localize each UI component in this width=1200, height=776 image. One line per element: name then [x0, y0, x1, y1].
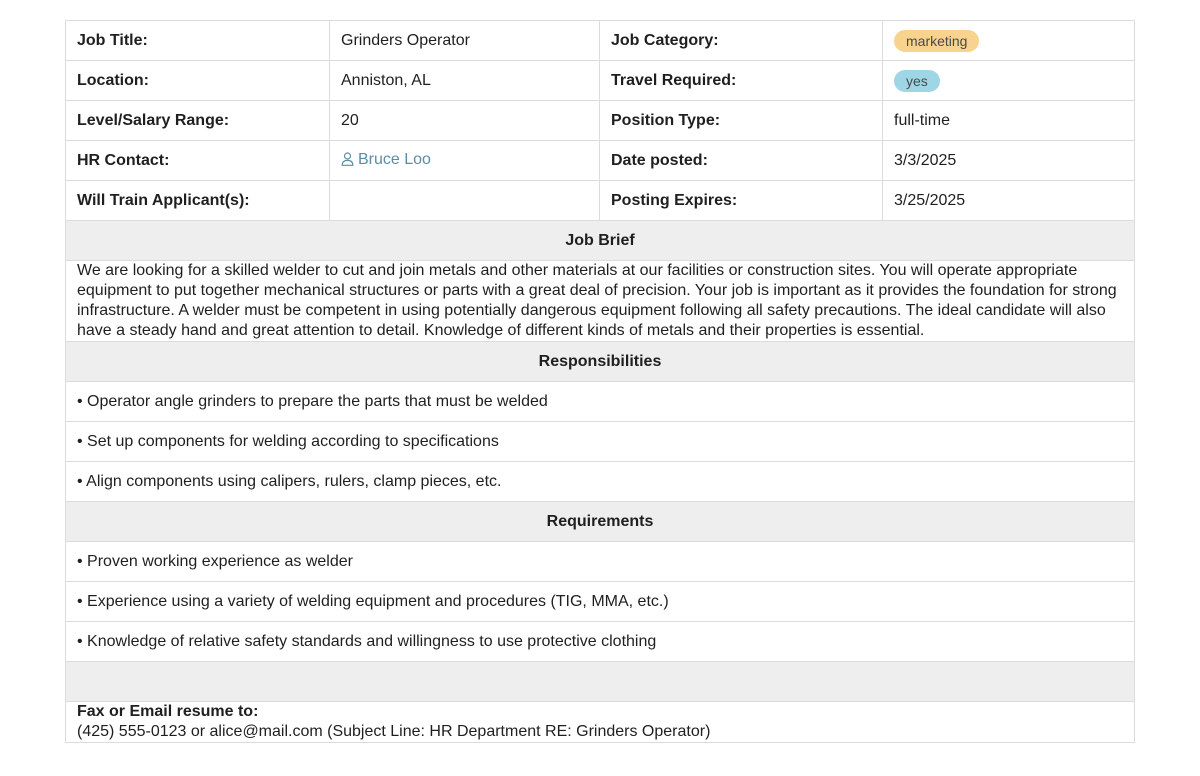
responsibility-row: [66, 462, 1135, 502]
hr-contact-name: Bruce Loo: [358, 150, 431, 168]
contact-text: (425) 555-0123 or alice@mail.com (Subject Line: HR Department RE: Grinders Operator): [77, 723, 711, 740]
date-posted-label: Date posted:: [600, 141, 883, 181]
hr-contact-label: HR Contact:: [66, 141, 330, 181]
job-brief-header-row: [66, 221, 1135, 261]
travel-required-tag[interactable]: yes: [894, 70, 940, 92]
person-icon: [341, 152, 354, 172]
location-label: Location:: [66, 61, 330, 101]
blank-separator: [66, 662, 1135, 702]
job-category-label: Job Category:: [600, 21, 883, 61]
position-type-label: Position Type:: [600, 101, 883, 141]
responsibilities-heading: Responsibilities: [66, 342, 1135, 382]
contact-row: [66, 702, 1135, 743]
job-brief-heading: Job Brief: [66, 221, 1135, 261]
train-row: [66, 181, 1135, 221]
requirement-row: [66, 582, 1135, 622]
requirements-heading: Requirements: [66, 502, 1135, 542]
job-category-cell: [883, 21, 1135, 61]
posting-expires-value: 3/25/2025: [883, 181, 1135, 221]
job-category-tag[interactable]: marketing: [894, 30, 979, 52]
will-train-value: [330, 181, 600, 221]
job-brief-row: [66, 261, 1135, 342]
job-title-label: Job Title:: [66, 21, 330, 61]
contact-cell: [66, 702, 1135, 743]
requirement-item: • Experience using a variety of welding equipment and procedures (TIG, MMA, etc.): [66, 582, 1135, 622]
responsibilities-header-row: [66, 342, 1135, 382]
hr-contact-link[interactable]: [341, 151, 431, 168]
salary-row: [66, 101, 1135, 141]
requirement-row: [66, 542, 1135, 582]
responsibility-item: • Operator angle grinders to prepare the parts that must be welded: [66, 382, 1135, 422]
travel-required-cell: [883, 61, 1135, 101]
responsibility-row: [66, 422, 1135, 462]
contact-label: Fax or Email resume to:: [77, 703, 259, 720]
requirement-row: [66, 622, 1135, 662]
will-train-label: Will Train Applicant(s):: [66, 181, 330, 221]
requirement-item: • Knowledge of relative safety standards and willingness to use protective clothing: [66, 622, 1135, 662]
job-posting-table: [65, 20, 1135, 743]
travel-required-label: Travel Required:: [600, 61, 883, 101]
posting-expires-label: Posting Expires:: [600, 181, 883, 221]
position-type-value: full-time: [883, 101, 1135, 141]
responsibility-item: • Align components using calipers, rulers, clamp pieces, etc.: [66, 462, 1135, 502]
salary-value: 20: [330, 101, 600, 141]
hr-contact-cell: [330, 141, 600, 181]
location-value: Anniston, AL: [330, 61, 600, 101]
job-title-value: Grinders Operator: [330, 21, 600, 61]
hr-contact-row: [66, 141, 1135, 181]
blank-separator-row: [66, 662, 1135, 702]
responsibility-row: [66, 382, 1135, 422]
job-title-row: [66, 21, 1135, 61]
date-posted-value: 3/3/2025: [883, 141, 1135, 181]
requirement-item: • Proven working experience as welder: [66, 542, 1135, 582]
responsibility-item: • Set up components for welding according to specifications: [66, 422, 1135, 462]
job-brief-text: We are looking for a skilled welder to cut and join metals and other materials at our facilities or construction sites. You will operate appropriate equipment to put together mechanical structures or parts with a great deal of precision. Your job is important as it provides the foundation for strong infrastructure. A welder must be competent in using potentially dangerous equipment following all safety precautions. The ideal candidate will also have a steady hand and great attention to detail. Knowledge of different kinds of metals and their properties is essential.: [66, 261, 1135, 342]
requirements-header-row: [66, 502, 1135, 542]
salary-label: Level/Salary Range:: [66, 101, 330, 141]
location-row: [66, 61, 1135, 101]
